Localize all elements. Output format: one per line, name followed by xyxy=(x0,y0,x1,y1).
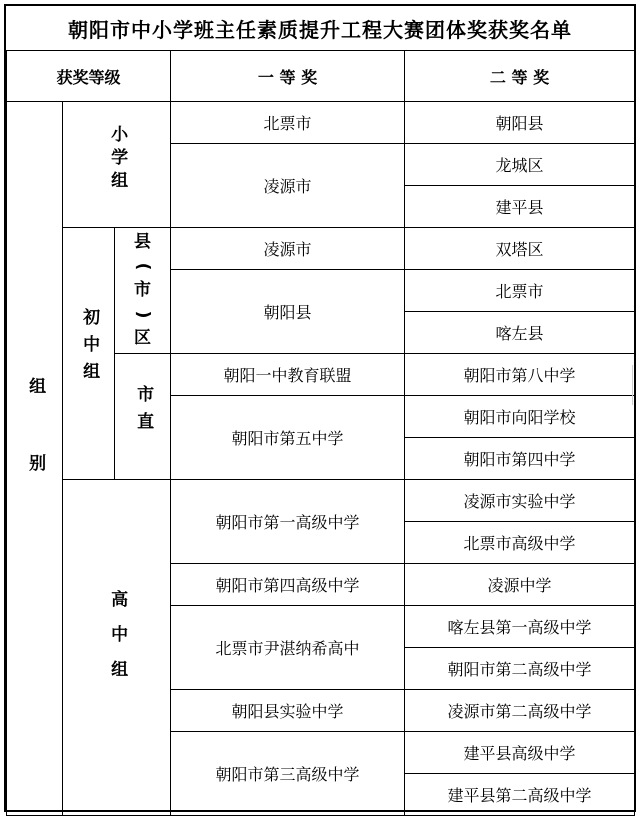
group-label-cell xyxy=(7,102,63,816)
county-label-a: 县 xyxy=(134,231,151,252)
county-paren-open: ( xyxy=(133,262,153,271)
high-first-4: 朝阳县实验中学 xyxy=(171,690,405,732)
county-label-b: 市 xyxy=(134,279,151,300)
primary-group-label-cell xyxy=(63,102,171,228)
header-level: 获奖等级 xyxy=(7,51,171,102)
county-label-cell xyxy=(115,228,171,354)
high-second-8: 建平县第二高级中学 xyxy=(405,774,635,816)
primary-second-1: 朝阳县 xyxy=(405,102,635,144)
high-first-5: 朝阳市第三高级中学 xyxy=(171,732,405,816)
city-second-1: 朝阳市第八中学 xyxy=(405,354,635,396)
high-group-label: 高中组 xyxy=(107,590,128,696)
table-row xyxy=(7,102,635,144)
county-second-1: 双塔区 xyxy=(405,228,635,270)
primary-first-2: 凌源市 xyxy=(171,144,405,228)
middle-group-label: 初中组 xyxy=(79,308,100,390)
primary-group-label: 小学组 xyxy=(107,125,128,195)
county-label-c: 区 xyxy=(134,328,151,349)
header-row xyxy=(7,51,635,102)
high-first-2: 朝阳市第四高级中学 xyxy=(171,564,405,606)
city-second-2: 朝阳市向阳学校 xyxy=(405,396,635,438)
header-second-prize: 二 等 奖 xyxy=(405,51,635,102)
high-second-6: 凌源市第二高级中学 xyxy=(405,690,635,732)
middle-group-label-cell xyxy=(63,228,115,480)
high-second-5: 朝阳市第二高级中学 xyxy=(405,648,635,690)
county-second-3: 喀左县 xyxy=(405,312,635,354)
high-second-7: 建平县高级中学 xyxy=(405,732,635,774)
county-first-1: 凌源市 xyxy=(171,228,405,270)
high-first-1: 朝阳市第一高级中学 xyxy=(171,480,405,564)
primary-second-2: 龙城区 xyxy=(405,144,635,186)
high-second-1: 凌源市实验中学 xyxy=(405,480,635,522)
table-row xyxy=(7,480,635,522)
page-title: 朝阳市中小学班主任素质提升工程大赛团体奖获奖名单 xyxy=(68,17,572,42)
edge-mark xyxy=(632,365,640,405)
high-second-3: 凌源中学 xyxy=(405,564,635,606)
county-paren-close: ) xyxy=(133,310,153,319)
county-second-2: 北票市 xyxy=(405,270,635,312)
header-first-prize: 一 等 奖 xyxy=(171,51,405,102)
city-label: 市直 xyxy=(133,384,154,439)
group-label: 组别 xyxy=(25,376,46,531)
high-first-3: 北票市尹湛纳希高中 xyxy=(171,606,405,690)
city-first-1: 朝阳一中教育联盟 xyxy=(171,354,405,396)
high-group-label-cell xyxy=(63,480,171,816)
city-label-cell xyxy=(115,354,171,480)
primary-second-3: 建平县 xyxy=(405,186,635,228)
city-second-3: 朝阳市第四中学 xyxy=(405,438,635,480)
table-row xyxy=(7,228,635,270)
award-table xyxy=(6,50,635,816)
high-second-2: 北票市高级中学 xyxy=(405,522,635,564)
primary-first-1: 北票市 xyxy=(171,102,405,144)
city-first-2: 朝阳市第五中学 xyxy=(171,396,405,480)
high-second-4: 喀左县第一高级中学 xyxy=(405,606,635,648)
county-first-2: 朝阳县 xyxy=(171,270,405,354)
